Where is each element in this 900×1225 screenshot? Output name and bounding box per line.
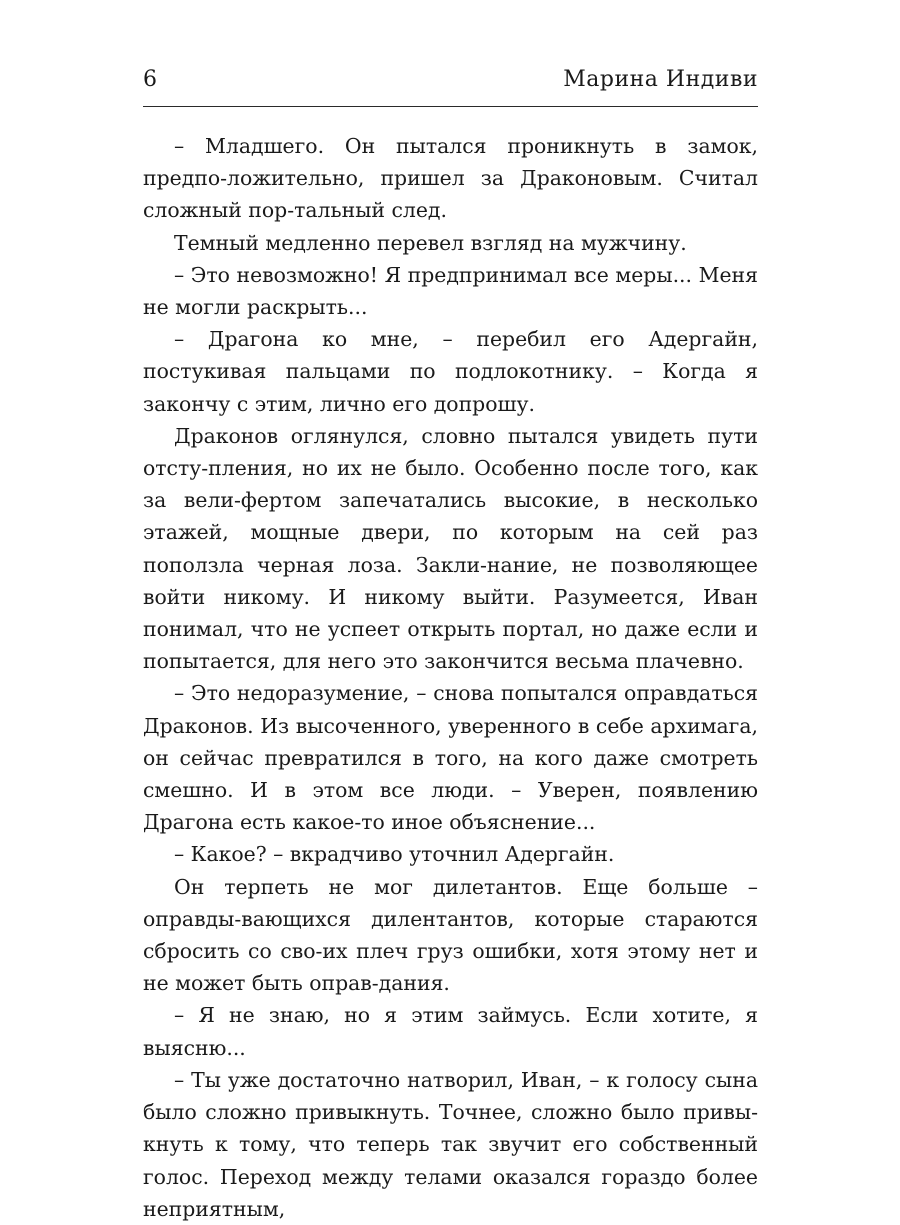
- paragraph: – Какое? – вкрадчиво уточнил Адергайн.: [174, 842, 615, 867]
- paragraph: – Это недоразумение, – снова попытался оправдаться Драконов. Из высоченного, уверенного в себе архимага, он сейчас превратился в того, на кого даже смотреть смешно. И в этом все люди. – Уверен, появлению Драгона есть какое-то иное объяснение...: [143, 681, 758, 835]
- paragraph: – Драгона ко мне, – перебил его Адергайн, постукивая пальцами по подлокотнику. – Когда я закончу с этим, лично его допрошу.: [143, 327, 758, 416]
- paragraph: – Младшего. Он пытался проникнуть в замок, предпо-ложительно, пришел за Драконовым. Считал сложный пор-тальный след.: [143, 134, 758, 223]
- page-number: 6: [143, 67, 157, 92]
- paragraph: – Это невозможно! Я предпринимал все меры... Меня не могли раскрыть...: [143, 262, 758, 320]
- paragraph: – Ты уже достаточно натворил, Иван, – к голосу сына было сложно привыкнуть. Точнее, сложно было привы-кнуть к тому, что теперь так звучит его собственный голос. Переход между телами оказался гораздо более неприятным,: [143, 1067, 758, 1221]
- page-header: [143, 66, 758, 107]
- body-text: [143, 130, 758, 1225]
- paragraph: – Я не знаю, но я этим займусь. Если хотите, я выясню...: [143, 1003, 758, 1060]
- running-title: Марина Индиви: [563, 67, 758, 92]
- paragraph: Темный медленно перевел взгляд на мужчину.: [174, 230, 687, 255]
- paragraph: Он терпеть не мог дилетантов. Еще больше – оправды-вающихся дилентантов, которые стараются сбросить со сво-их плеч груз ошибки, хотя этому нет и не может быть оправ-дания.: [143, 874, 758, 996]
- paragraph: Драконов оглянулся, словно пытался увидеть пути отсту-пления, но их не было. Особенно после того, как за вели-фертом запечатались высокие, в несколько этажей, мощные двери, по которым на сей раз поползла черная лоза. Закли-нание, не позволяющее войти никому. И никому выйти. Разумеется, Иван понимал, что не успеет открыть портал, но даже если и попытается, для него это закончится весьма плачевно.: [143, 423, 758, 674]
